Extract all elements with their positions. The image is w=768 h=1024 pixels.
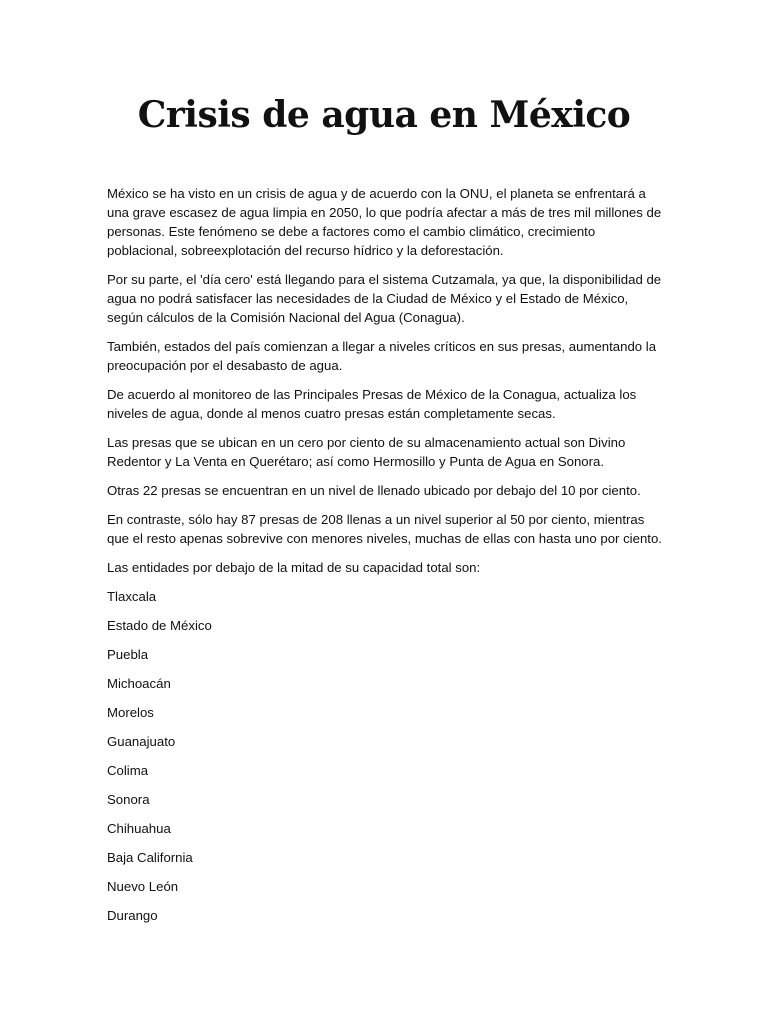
list-item: Morelos [107,705,154,720]
paragraph: Las presas que se ubican en un cero por ciento de su almacenamiento actual son Divino Redentor y La Venta en Querétaro; así como Hermosillo y Punta de Agua en Sonora. [107,435,626,469]
paragraph: De acuerdo al monitoreo de las Principales Presas de México de la Conagua, actualiza los niveles de agua, donde al menos cuatro presas están completamente secas. [107,387,637,421]
list-item: Sonora [107,792,150,807]
document-body [107,184,667,935]
list-item: Estado de México [107,618,212,633]
paragraph: Otras 22 presas se encuentran en un nivel de llenado ubicado por debajo del 10 por ciento. [107,483,641,498]
list-item: Chihuahua [107,821,171,836]
list-item: Durango [107,908,158,923]
list-item: Michoacán [107,676,171,691]
list-item: Guanajuato [107,734,176,749]
list-item: Nuevo León [107,879,179,894]
list-item: Colima [107,763,149,778]
paragraph: Por su parte, el 'día cero' está llegando para el sistema Cutzamala, ya que, la disponibilidad de agua no podrá satisfacer las necesidades de la Ciudad de México y el Estado de México, según cálculos de la Comisión Nacional del Agua (Conagua). [107,272,662,325]
list-item: Tlaxcala [107,589,157,604]
states-list [107,587,667,935]
list-item: Baja California [107,850,193,865]
paragraph: Las entidades por debajo de la mitad de su capacidad total son: [107,560,481,575]
list-item: Puebla [107,647,149,662]
document-title: Crisis de agua en México [137,94,631,136]
paragraph: También, estados del país comienzan a llegar a niveles críticos en sus presas, aumentando la preocupación por el desabasto de agua. [107,339,657,373]
paragraph: México se ha visto en un crisis de agua y de acuerdo con la ONU, el planeta se enfrentará a una grave escasez de agua limpia en 2050, lo que podría afectar a más de tres mil millones de personas. Este fenómeno se debe a factores como el cambio climático, crecimiento poblacional, sobreexplotación del recurso hídrico y la deforestación. [107,186,662,258]
paragraph: En contraste, sólo hay 87 presas de 208 llenas a un nivel superior al 50 por ciento, mientras que el resto apenas sobrevive con menores niveles, muchas de ellas con hasta uno por ciento. [107,512,662,546]
